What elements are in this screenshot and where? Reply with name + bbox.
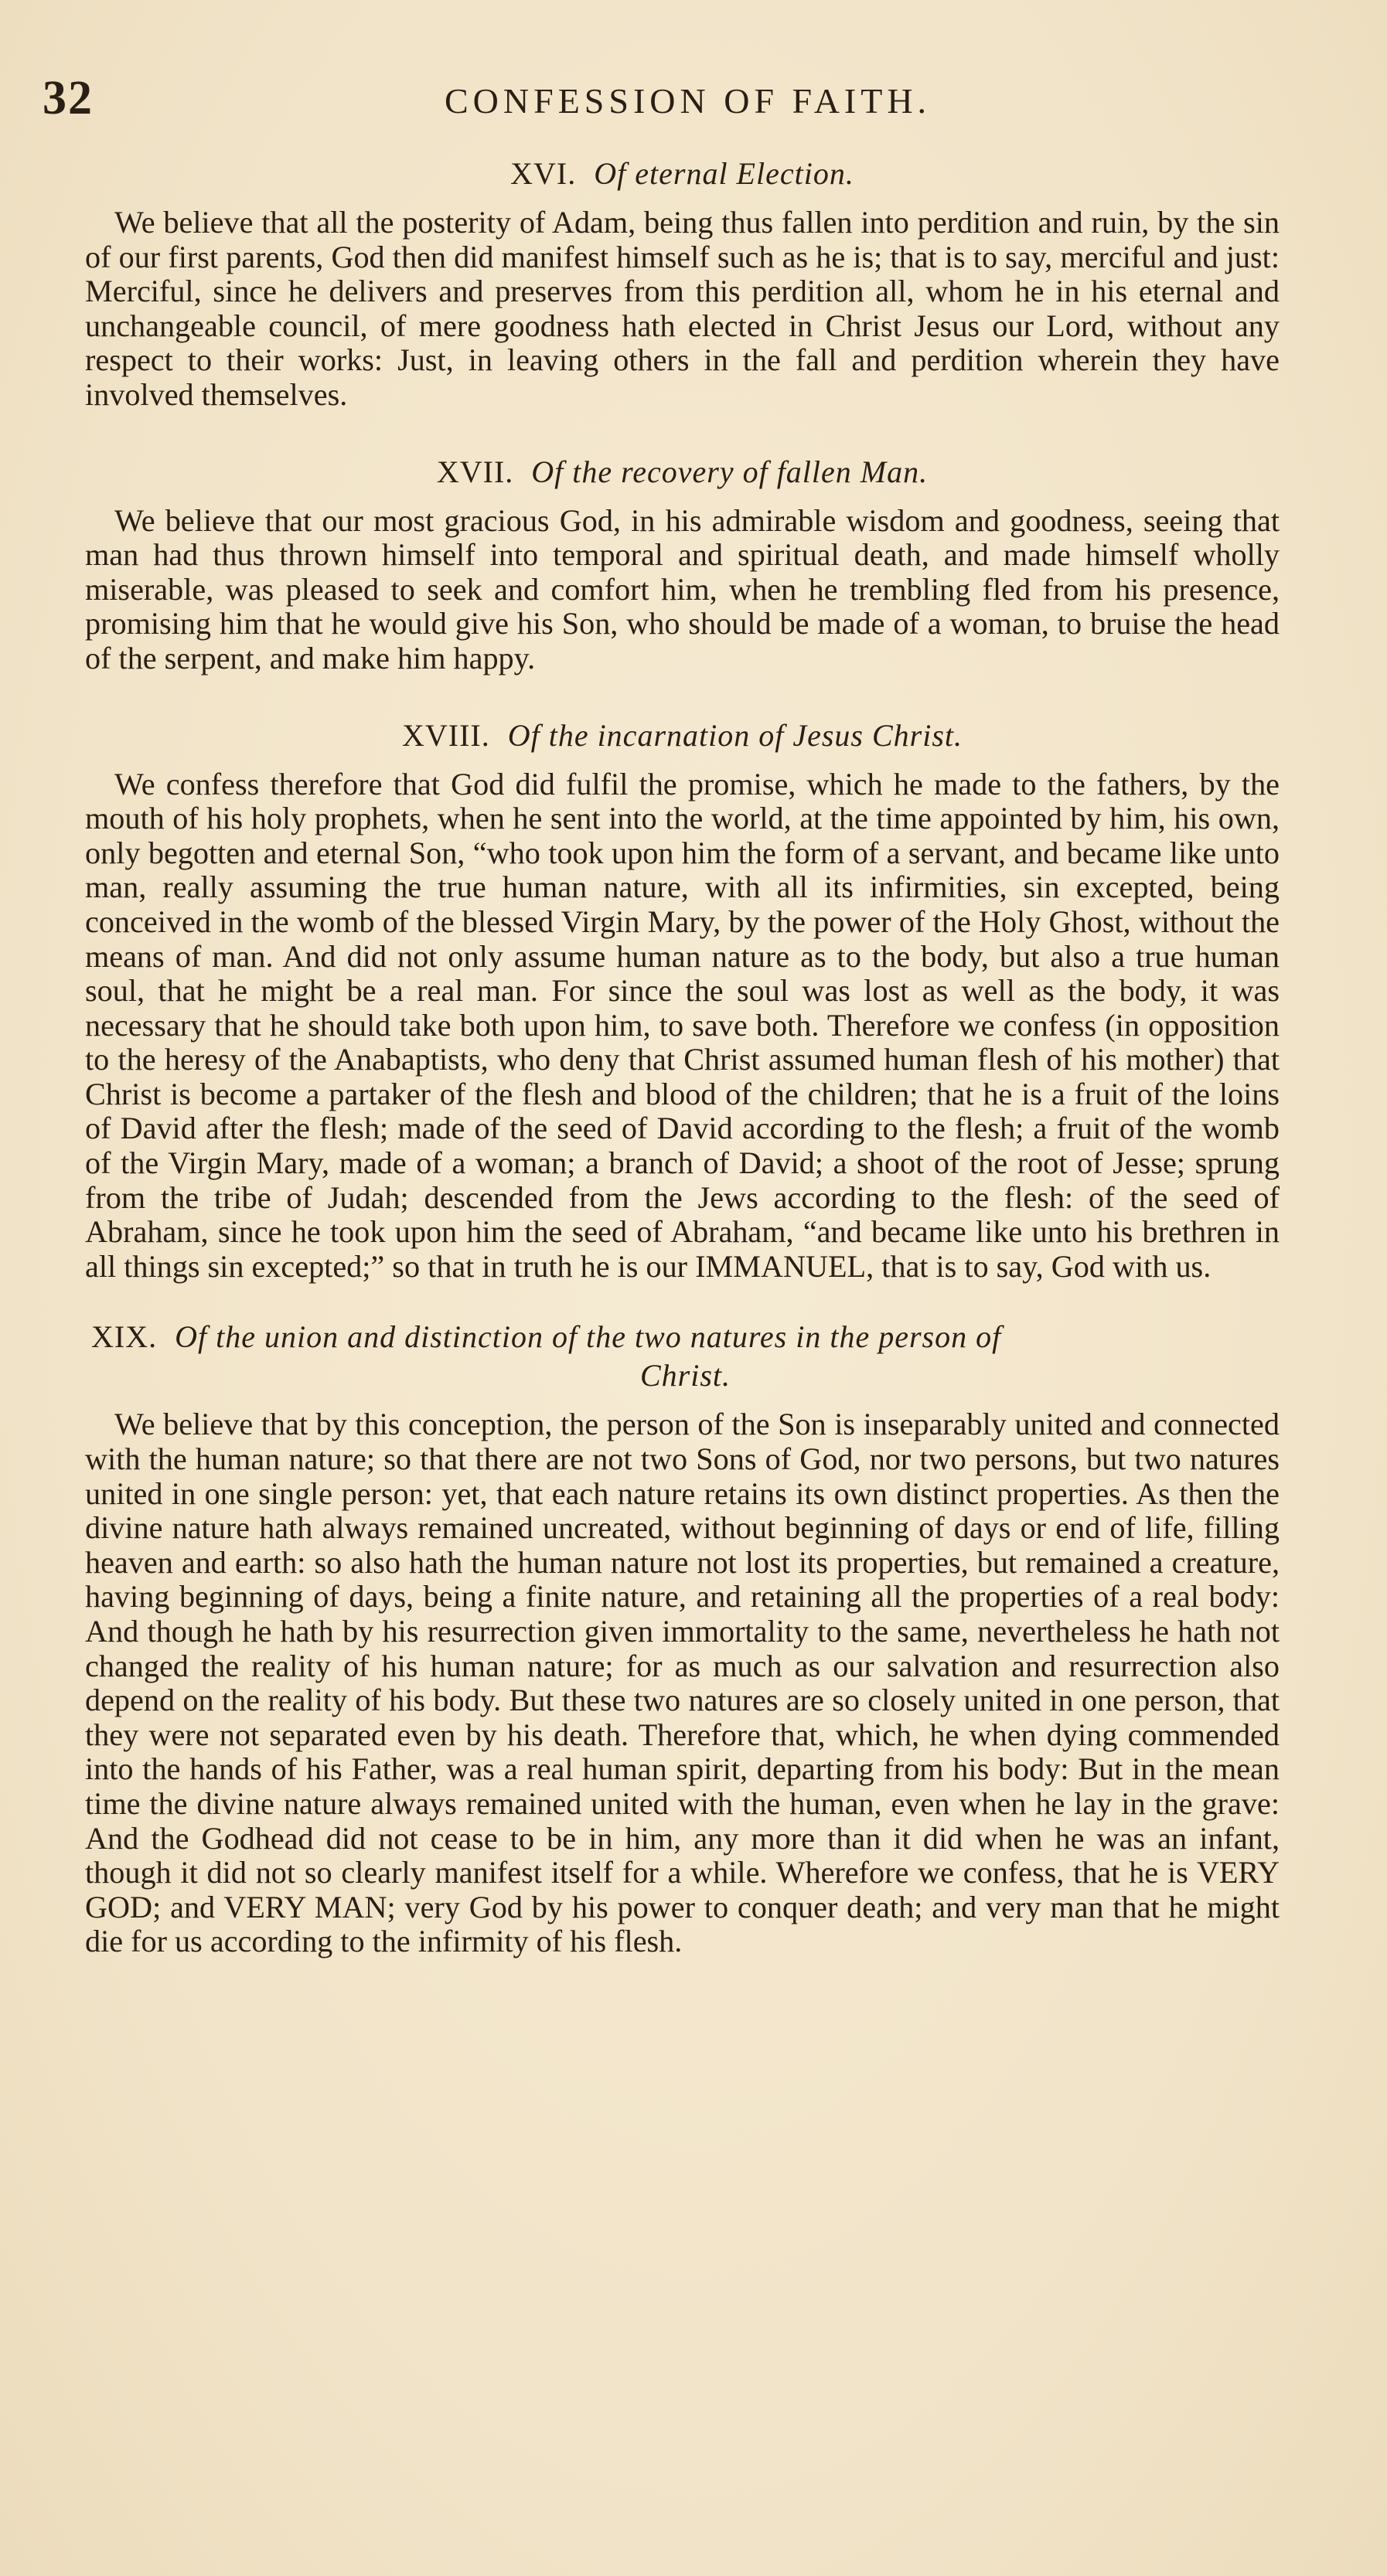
article-text: We believe that all the posterity of Adam, being thus fallen into perdition and ruin, by the sin of our first parents, God then did manifest himself such as he is; that is to say, merciful and just: Merciful, since he delivers and preserves from this perdition all, whom he in his eternal and unchangeable council, of mere goodness hath elected in Christ Jesus our Lord, without any respect to their works: Just, in leaving others in the fall and perdition wherein they have involved themselves. <box>85 205 1280 412</box>
spacer <box>85 676 1280 716</box>
article-heading <box>85 1318 1280 1395</box>
article-xviii <box>85 716 1280 1285</box>
article-heading <box>85 453 1280 492</box>
article-heading <box>85 716 1280 755</box>
article-number: XVIII. <box>401 717 490 753</box>
page-number: 32 <box>43 72 94 124</box>
article-number: XIX. <box>91 1319 158 1355</box>
article-title: Of the incarnation of Jesus Christ. <box>507 717 963 753</box>
article-title-continued: Christ. <box>639 1358 731 1393</box>
spacer <box>85 413 1280 453</box>
article-number: XVI. <box>510 156 577 191</box>
article-title: Of the recovery of fallen Man. <box>531 454 929 489</box>
page-header <box>43 71 1310 133</box>
page-body <box>85 155 1280 1959</box>
article-xix <box>85 1318 1280 1959</box>
article-text: We confess therefore that God did fulfil the promise, which he made to the fathers, by the mouth of his holy prophets, when he sent into the world, at the time appointed by him, his own, only begotten and eternal Son, “who took upon him the form of a servant, and became like unto man, really assuming the true human nature, with all its infirmities, sin excepted, being conceived in the womb of the blessed Virgin Mary, by the power of the Holy Ghost, without the means of man. And did not only assume human nature as to the body, but also a true human soul, that he might be a real man. For since the soul was lost as well as the body, it was necessary that he should take both upon him, to save both. Therefore we confess (in opposition to the heresy of the Anabaptists, who deny that Christ assumed human flesh of his mother) that Christ is become a partaker of the flesh and blood of the children; that he is a fruit of the loins of David after the flesh; made of the seed of David according to the flesh; a fruit of the womb of the Virgin Mary, made of a woman; a branch of David; a shoot of the root of Jesse; sprung from the tribe of Judah; descended from the Jews according to the flesh: of the seed of Abraham, since he took upon him the seed of Abraham, “and became like unto his brethren in all things sin excepted;” so that in truth he is our IMMANUEL, that is to say, God with us. <box>85 766 1280 1284</box>
spacer <box>85 1284 1280 1318</box>
article-xvii <box>85 453 1280 676</box>
article-title: Of the union and distinction of the two natures in the person of <box>175 1319 1002 1355</box>
running-head: CONFESSION OF FAITH. <box>445 81 932 121</box>
article-heading <box>85 155 1280 193</box>
article-number: XVII. <box>436 454 514 489</box>
article-title: Of eternal Election. <box>594 156 854 191</box>
article-text: We believe that our most gracious God, in his admirable wisdom and goodness, seeing that man had thus thrown himself into temporal and spiritual death, and made himself wholly miserable, was pleased to seek and comfort him, when he trembling fled from his presence, promising him that he would give his Son, who should be made of a woman, to bruise the head of the serpent, and make him happy. <box>85 502 1280 675</box>
article-text: We believe that by this conception, the person of the Son is inseparably united and connected with the human nature; so that there are not two Sons of God, nor two persons, but two natures united in one single person: yet, that each nature retains its own distinct properties. As then the divine nature hath always remained uncreated, without beginning of days or end of life, filling heaven and earth: so also hath the human nature not lost its properties, but remained a creature, having beginning of days, being a finite nature, and retaining all the properties of a real body: And though he hath by his resurrection given immortality to the same, nevertheless he hath not changed the reality of his human nature; for as much as our salvation and resurrection also depend on the reality of his body. But these two natures are so closely united in one person, that they were not separated even by his death. Therefore that, which, he when dying commended into the hands of his Father, was a real human spirit, departing from his body: But in the mean time the divine nature always remained united with the human, even when he lay in the grave: And the Godhead did not cease to be in him, any more than it did when he was an infant, though it did not so clearly manifest itself for a while. Wherefore we confess, that he is VERY GOD; and VERY MAN; very God by his power to conquer death; and very man that he might die for us according to the infirmity of his flesh. <box>85 1407 1280 1959</box>
article-xvi <box>85 155 1280 413</box>
